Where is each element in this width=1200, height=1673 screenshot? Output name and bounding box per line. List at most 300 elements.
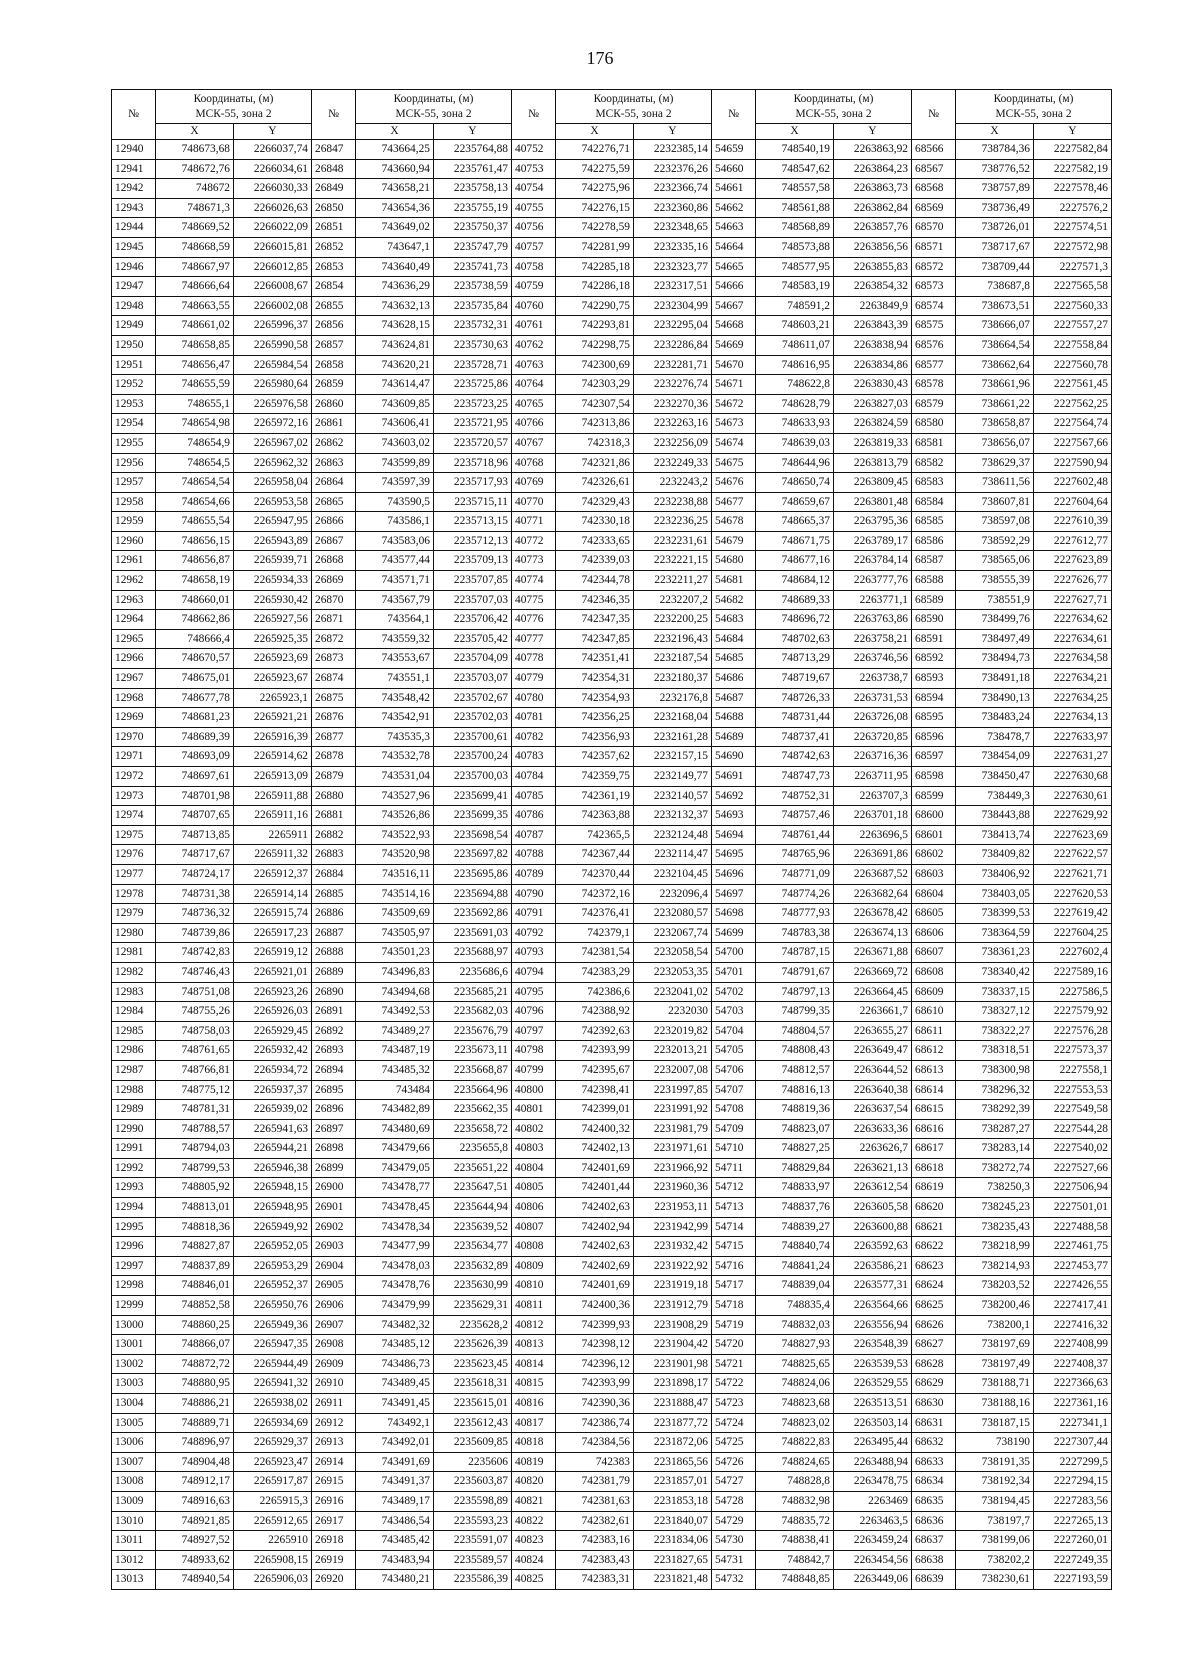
x-coordinate-cell: 748677,78 xyxy=(156,688,234,708)
y-coordinate-cell: 2263863,73 xyxy=(834,179,912,199)
point-number-cell: 12975 xyxy=(112,825,156,845)
y-coordinate-cell: 2235673,11 xyxy=(434,1041,512,1061)
y-coordinate-cell: 2232140,57 xyxy=(634,786,712,806)
x-coordinate-cell: 742393,99 xyxy=(556,1374,634,1394)
x-coordinate-cell: 742339,03 xyxy=(556,551,634,571)
y-coordinate-cell: 2235699,35 xyxy=(434,806,512,826)
x-coordinate-cell: 738399,53 xyxy=(956,904,1034,924)
y-coordinate-cell: 2227461,75 xyxy=(1034,1237,1112,1257)
point-number-cell: 40790 xyxy=(512,884,556,904)
x-coordinate-cell: 742307,54 xyxy=(556,394,634,414)
y-coordinate-cell: 2231901,98 xyxy=(634,1354,712,1374)
x-coordinate-cell: 748832,98 xyxy=(756,1491,834,1511)
x-coordinate-cell: 742356,93 xyxy=(556,727,634,747)
y-coordinate-cell: 2235697,82 xyxy=(434,845,512,865)
x-coordinate-cell: 748804,57 xyxy=(756,1021,834,1041)
point-number-cell: 26862 xyxy=(312,433,356,453)
x-coordinate-cell: 743658,21 xyxy=(356,179,434,199)
table-row xyxy=(112,1178,1112,1198)
point-number-cell: 26895 xyxy=(312,1080,356,1100)
table-row xyxy=(112,864,1112,884)
x-coordinate-cell: 748670,57 xyxy=(156,649,234,669)
y-coordinate-cell: 2235705,42 xyxy=(434,629,512,649)
x-coordinate-cell: 748746,43 xyxy=(156,962,234,982)
y-coordinate-cell: 2263687,52 xyxy=(834,864,912,884)
x-coordinate-cell: 742278,59 xyxy=(556,218,634,238)
x-coordinate-cell: 748684,12 xyxy=(756,571,834,591)
x-coordinate-cell: 748673,68 xyxy=(156,140,234,160)
y-coordinate-cell: 2263738,7 xyxy=(834,669,912,689)
x-coordinate-cell: 742359,75 xyxy=(556,767,634,787)
point-number-cell: 12987 xyxy=(112,1060,156,1080)
y-coordinate-cell: 2227604,25 xyxy=(1034,923,1112,943)
point-number-cell: 54695 xyxy=(712,845,756,865)
x-coordinate-cell: 743482,32 xyxy=(356,1315,434,1335)
table-row xyxy=(112,1531,1112,1551)
x-coordinate-cell: 748747,73 xyxy=(756,767,834,787)
point-number-cell: 68581 xyxy=(912,433,956,453)
point-number-cell: 12999 xyxy=(112,1296,156,1316)
y-coordinate-cell: 2263678,42 xyxy=(834,904,912,924)
x-coordinate-cell: 738300,98 xyxy=(956,1060,1034,1080)
y-coordinate-cell: 2235651,22 xyxy=(434,1158,512,1178)
y-coordinate-cell: 2227567,66 xyxy=(1034,433,1112,453)
point-number-cell: 40771 xyxy=(512,512,556,532)
y-coordinate-cell: 2232238,88 xyxy=(634,492,712,512)
point-number-cell: 68620 xyxy=(912,1198,956,1218)
y-coordinate-cell: 2265984,54 xyxy=(234,355,312,375)
y-coordinate-cell: 2231821,48 xyxy=(634,1570,712,1590)
y-coordinate-cell: 2235695,86 xyxy=(434,864,512,884)
point-number-cell: 26879 xyxy=(312,767,356,787)
y-coordinate-cell: 2235706,42 xyxy=(434,610,512,630)
x-coordinate-cell: 748713,85 xyxy=(156,825,234,845)
point-number-cell: 26854 xyxy=(312,277,356,297)
point-number-cell: 40822 xyxy=(512,1511,556,1531)
table-row xyxy=(112,610,1112,630)
table-row xyxy=(112,473,1112,493)
y-coordinate-cell: 2227574,51 xyxy=(1034,218,1112,238)
y-coordinate-cell: 2227361,16 xyxy=(1034,1394,1112,1414)
point-number-cell: 26880 xyxy=(312,786,356,806)
y-coordinate-cell: 2263849,9 xyxy=(834,296,912,316)
point-number-cell: 12980 xyxy=(112,923,156,943)
y-coordinate-cell: 2227602,48 xyxy=(1034,473,1112,493)
point-number-cell: 40803 xyxy=(512,1139,556,1159)
point-number-cell: 12981 xyxy=(112,943,156,963)
x-coordinate-cell: 742384,56 xyxy=(556,1433,634,1453)
point-number-cell: 40759 xyxy=(512,277,556,297)
x-coordinate-cell: 743583,06 xyxy=(356,531,434,551)
y-coordinate-cell: 2235728,71 xyxy=(434,355,512,375)
y-coordinate-cell: 2265917,23 xyxy=(234,923,312,943)
x-coordinate-cell: 743485,12 xyxy=(356,1335,434,1355)
point-number-cell: 26860 xyxy=(312,394,356,414)
table-row xyxy=(112,727,1112,747)
y-coordinate-cell: 2235634,77 xyxy=(434,1237,512,1257)
x-coordinate-cell: 743664,25 xyxy=(356,140,434,160)
point-number-cell: 68582 xyxy=(912,453,956,473)
point-number-cell: 40757 xyxy=(512,237,556,257)
x-coordinate-cell: 743480,69 xyxy=(356,1119,434,1139)
y-coordinate-cell: 2263661,7 xyxy=(834,1002,912,1022)
point-number-cell: 54729 xyxy=(712,1511,756,1531)
y-coordinate-cell: 2265930,42 xyxy=(234,590,312,610)
y-coordinate-cell: 2227544,28 xyxy=(1034,1119,1112,1139)
x-coordinate-cell: 742357,62 xyxy=(556,747,634,767)
x-coordinate-cell: 738717,67 xyxy=(956,237,1034,257)
point-number-cell: 54704 xyxy=(712,1021,756,1041)
table-row xyxy=(112,629,1112,649)
point-number-cell: 68592 xyxy=(912,649,956,669)
x-coordinate-cell: 742363,88 xyxy=(556,806,634,826)
table-row xyxy=(112,218,1112,238)
point-number-cell: 68631 xyxy=(912,1413,956,1433)
x-coordinate-cell: 748805,92 xyxy=(156,1178,234,1198)
y-coordinate-cell: 2265913,09 xyxy=(234,767,312,787)
point-number-cell: 12994 xyxy=(112,1198,156,1218)
x-coordinate-cell: 742393,99 xyxy=(556,1041,634,1061)
x-coordinate-cell: 742402,63 xyxy=(556,1198,634,1218)
y-coordinate-cell: 2235700,03 xyxy=(434,767,512,787)
point-number-cell: 40777 xyxy=(512,629,556,649)
x-coordinate-cell: 743487,19 xyxy=(356,1041,434,1061)
point-number-cell: 68636 xyxy=(912,1511,956,1531)
point-number-cell: 26867 xyxy=(312,531,356,551)
x-coordinate-cell: 748808,43 xyxy=(756,1041,834,1061)
x-coordinate-cell: 748668,59 xyxy=(156,237,234,257)
point-number-cell: 13004 xyxy=(112,1394,156,1414)
point-number-cell: 68634 xyxy=(912,1472,956,1492)
y-coordinate-cell: 2227604,64 xyxy=(1034,492,1112,512)
y-coordinate-cell: 2263824,59 xyxy=(834,414,912,434)
x-coordinate-cell: 748654,54 xyxy=(156,473,234,493)
x-coordinate-cell: 738191,35 xyxy=(956,1452,1034,1472)
y-coordinate-cell: 2232221,15 xyxy=(634,551,712,571)
point-number-cell: 26872 xyxy=(312,629,356,649)
x-coordinate-cell: 742388,92 xyxy=(556,1002,634,1022)
point-number-cell: 13001 xyxy=(112,1335,156,1355)
x-coordinate-cell: 748835,72 xyxy=(756,1511,834,1531)
x-coordinate-cell: 743532,78 xyxy=(356,747,434,767)
x-coordinate-cell: 742347,35 xyxy=(556,610,634,630)
y-coordinate-cell: 2263809,45 xyxy=(834,473,912,493)
point-number-cell: 68578 xyxy=(912,375,956,395)
point-number-cell: 12964 xyxy=(112,610,156,630)
point-number-cell: 68612 xyxy=(912,1041,956,1061)
y-coordinate-cell: 2231877,72 xyxy=(634,1413,712,1433)
y-coordinate-cell: 2227631,27 xyxy=(1034,747,1112,767)
table-row xyxy=(112,688,1112,708)
x-coordinate-cell: 738409,82 xyxy=(956,845,1034,865)
y-coordinate-cell: 2227558,84 xyxy=(1034,335,1112,355)
x-coordinate-cell: 742376,41 xyxy=(556,904,634,924)
x-coordinate-cell: 742401,44 xyxy=(556,1178,634,1198)
y-coordinate-cell: 2265911,88 xyxy=(234,786,312,806)
x-coordinate-cell: 738662,64 xyxy=(956,355,1034,375)
x-coordinate-cell: 748658,19 xyxy=(156,571,234,591)
y-coordinate-cell: 2266012,85 xyxy=(234,257,312,277)
x-coordinate-cell: 748775,12 xyxy=(156,1080,234,1100)
point-number-cell: 54667 xyxy=(712,296,756,316)
y-coordinate-cell: 2265949,36 xyxy=(234,1315,312,1335)
point-number-cell: 40796 xyxy=(512,1002,556,1022)
y-coordinate-cell: 2235662,35 xyxy=(434,1100,512,1120)
x-coordinate-cell: 742275,96 xyxy=(556,179,634,199)
header-coords-title: Координаты, (м) xyxy=(993,92,1074,105)
x-coordinate-cell: 748655,1 xyxy=(156,394,234,414)
x-coordinate-cell: 743492,1 xyxy=(356,1413,434,1433)
x-coordinate-cell: 748848,85 xyxy=(756,1570,834,1590)
header-x-label: X xyxy=(956,124,1034,140)
y-coordinate-cell: 2227571,3 xyxy=(1034,257,1112,277)
point-number-cell: 68638 xyxy=(912,1550,956,1570)
point-number-cell: 12960 xyxy=(112,531,156,551)
y-coordinate-cell: 2232304,99 xyxy=(634,296,712,316)
x-coordinate-cell: 748726,33 xyxy=(756,688,834,708)
point-number-cell: 68629 xyxy=(912,1374,956,1394)
point-number-cell: 68579 xyxy=(912,394,956,414)
x-coordinate-cell: 748622,8 xyxy=(756,375,834,395)
point-number-cell: 54715 xyxy=(712,1237,756,1257)
y-coordinate-cell: 2232030 xyxy=(634,1002,712,1022)
y-coordinate-cell: 2232096,4 xyxy=(634,884,712,904)
y-coordinate-cell: 2227621,71 xyxy=(1034,864,1112,884)
x-coordinate-cell: 748540,19 xyxy=(756,140,834,160)
point-number-cell: 40791 xyxy=(512,904,556,924)
y-coordinate-cell: 2265932,42 xyxy=(234,1041,312,1061)
point-number-cell: 26899 xyxy=(312,1158,356,1178)
point-number-cell: 26889 xyxy=(312,962,356,982)
point-number-cell: 40773 xyxy=(512,551,556,571)
y-coordinate-cell: 2263577,31 xyxy=(834,1276,912,1296)
table-row xyxy=(112,433,1112,453)
point-number-cell: 26868 xyxy=(312,551,356,571)
y-coordinate-cell: 2265923,1 xyxy=(234,688,312,708)
point-number-cell: 54710 xyxy=(712,1139,756,1159)
y-coordinate-cell: 2263682,64 xyxy=(834,884,912,904)
point-number-cell: 54707 xyxy=(712,1080,756,1100)
point-number-cell: 26903 xyxy=(312,1237,356,1257)
y-coordinate-cell: 2227634,13 xyxy=(1034,708,1112,728)
y-coordinate-cell: 2227527,66 xyxy=(1034,1158,1112,1178)
y-coordinate-cell: 2263746,56 xyxy=(834,649,912,669)
x-coordinate-cell: 742329,43 xyxy=(556,492,634,512)
point-number-cell: 12968 xyxy=(112,688,156,708)
point-number-cell: 40770 xyxy=(512,492,556,512)
x-coordinate-cell: 743492,01 xyxy=(356,1433,434,1453)
point-number-cell: 54689 xyxy=(712,727,756,747)
table-row xyxy=(112,531,1112,551)
x-coordinate-cell: 748736,32 xyxy=(156,904,234,924)
y-coordinate-cell: 2263621,13 xyxy=(834,1158,912,1178)
x-coordinate-cell: 742383,43 xyxy=(556,1550,634,1570)
point-number-cell: 26915 xyxy=(312,1472,356,1492)
point-number-cell: 68594 xyxy=(912,688,956,708)
point-number-cell: 12997 xyxy=(112,1256,156,1276)
table-row xyxy=(112,1433,1112,1453)
x-coordinate-cell: 742285,18 xyxy=(556,257,634,277)
x-coordinate-cell: 743628,15 xyxy=(356,316,434,336)
point-number-cell: 54665 xyxy=(712,257,756,277)
y-coordinate-cell: 2232124,48 xyxy=(634,825,712,845)
point-number-cell: 26886 xyxy=(312,904,356,924)
point-number-cell: 54674 xyxy=(712,433,756,453)
x-coordinate-cell: 742402,13 xyxy=(556,1139,634,1159)
header-coords-title: Координаты, (м) xyxy=(193,92,274,105)
point-number-cell: 68585 xyxy=(912,512,956,532)
table-row xyxy=(112,1413,1112,1433)
x-coordinate-cell: 743620,21 xyxy=(356,355,434,375)
y-coordinate-cell: 2263503,14 xyxy=(834,1413,912,1433)
y-coordinate-cell: 2263777,76 xyxy=(834,571,912,591)
header-number-label: № xyxy=(912,90,956,140)
x-coordinate-cell: 738202,2 xyxy=(956,1550,1034,1570)
x-coordinate-cell: 738292,39 xyxy=(956,1100,1034,1120)
x-coordinate-cell: 738666,07 xyxy=(956,316,1034,336)
point-number-cell: 68599 xyxy=(912,786,956,806)
y-coordinate-cell: 2265941,63 xyxy=(234,1119,312,1139)
y-coordinate-cell: 2266015,81 xyxy=(234,237,312,257)
x-coordinate-cell: 748860,25 xyxy=(156,1315,234,1335)
y-coordinate-cell: 2227558,1 xyxy=(1034,1060,1112,1080)
point-number-cell: 54720 xyxy=(712,1335,756,1355)
point-number-cell: 54666 xyxy=(712,277,756,297)
y-coordinate-cell: 2232180,37 xyxy=(634,669,712,689)
y-coordinate-cell: 2232243,2 xyxy=(634,473,712,493)
y-coordinate-cell: 2227408,37 xyxy=(1034,1354,1112,1374)
point-number-cell: 12985 xyxy=(112,1021,156,1041)
point-number-cell: 54677 xyxy=(712,492,756,512)
y-coordinate-cell: 2235758,13 xyxy=(434,179,512,199)
point-number-cell: 40823 xyxy=(512,1531,556,1551)
y-coordinate-cell: 2232132,37 xyxy=(634,806,712,826)
y-coordinate-cell: 2227283,56 xyxy=(1034,1491,1112,1511)
y-coordinate-cell: 2235629,31 xyxy=(434,1296,512,1316)
y-coordinate-cell: 2232366,74 xyxy=(634,179,712,199)
x-coordinate-cell: 743491,69 xyxy=(356,1452,434,1472)
point-number-cell: 54672 xyxy=(712,394,756,414)
x-coordinate-cell: 748818,36 xyxy=(156,1217,234,1237)
point-number-cell: 26905 xyxy=(312,1276,356,1296)
y-coordinate-cell: 2263637,54 xyxy=(834,1100,912,1120)
header-coordinates-label xyxy=(356,90,512,124)
point-number-cell: 40806 xyxy=(512,1198,556,1218)
point-number-cell: 54675 xyxy=(712,453,756,473)
point-number-cell: 12947 xyxy=(112,277,156,297)
x-coordinate-cell: 748889,71 xyxy=(156,1413,234,1433)
point-number-cell: 40813 xyxy=(512,1335,556,1355)
y-coordinate-cell: 2232256,09 xyxy=(634,433,712,453)
y-coordinate-cell: 2263784,14 xyxy=(834,551,912,571)
table-row xyxy=(112,1491,1112,1511)
x-coordinate-cell: 738478,7 xyxy=(956,727,1034,747)
point-number-cell: 68603 xyxy=(912,864,956,884)
header-number-label: № xyxy=(112,90,156,140)
point-number-cell: 12986 xyxy=(112,1041,156,1061)
x-coordinate-cell: 748840,74 xyxy=(756,1237,834,1257)
y-coordinate-cell: 2265923,67 xyxy=(234,669,312,689)
point-number-cell: 68575 xyxy=(912,316,956,336)
point-number-cell: 26896 xyxy=(312,1100,356,1120)
point-number-cell: 12973 xyxy=(112,786,156,806)
x-coordinate-cell: 738664,54 xyxy=(956,335,1034,355)
point-number-cell: 12954 xyxy=(112,414,156,434)
point-number-cell: 40800 xyxy=(512,1080,556,1100)
point-number-cell: 40811 xyxy=(512,1296,556,1316)
point-number-cell: 26909 xyxy=(312,1354,356,1374)
x-coordinate-cell: 748654,5 xyxy=(156,453,234,473)
x-coordinate-cell: 742383,31 xyxy=(556,1570,634,1590)
table-row xyxy=(112,179,1112,199)
y-coordinate-cell: 2235703,07 xyxy=(434,669,512,689)
y-coordinate-cell: 2231908,29 xyxy=(634,1315,712,1335)
x-coordinate-cell: 748781,31 xyxy=(156,1100,234,1120)
x-coordinate-cell: 738658,87 xyxy=(956,414,1034,434)
table-row xyxy=(112,845,1112,865)
table-row xyxy=(112,1198,1112,1218)
table-row xyxy=(112,1296,1112,1316)
x-coordinate-cell: 738188,16 xyxy=(956,1394,1034,1414)
y-coordinate-cell: 2227573,37 xyxy=(1034,1041,1112,1061)
y-coordinate-cell: 2232207,2 xyxy=(634,590,712,610)
y-coordinate-cell: 2265952,37 xyxy=(234,1276,312,1296)
point-number-cell: 54684 xyxy=(712,629,756,649)
x-coordinate-cell: 738413,74 xyxy=(956,825,1034,845)
y-coordinate-cell: 2227619,42 xyxy=(1034,904,1112,924)
point-number-cell: 68569 xyxy=(912,198,956,218)
x-coordinate-cell: 748823,02 xyxy=(756,1413,834,1433)
y-coordinate-cell: 2231919,18 xyxy=(634,1276,712,1296)
x-coordinate-cell: 743564,1 xyxy=(356,610,434,630)
x-coordinate-cell: 748701,98 xyxy=(156,786,234,806)
y-coordinate-cell: 2232168,04 xyxy=(634,708,712,728)
point-number-cell: 26850 xyxy=(312,198,356,218)
y-coordinate-cell: 2263856,56 xyxy=(834,237,912,257)
y-coordinate-cell: 2235668,87 xyxy=(434,1060,512,1080)
y-coordinate-cell: 2231981,79 xyxy=(634,1119,712,1139)
x-coordinate-cell: 742400,36 xyxy=(556,1296,634,1316)
y-coordinate-cell: 2265939,02 xyxy=(234,1100,312,1120)
y-coordinate-cell: 2235639,52 xyxy=(434,1217,512,1237)
x-coordinate-cell: 743509,69 xyxy=(356,904,434,924)
x-coordinate-cell: 738327,12 xyxy=(956,1002,1034,1022)
y-coordinate-cell: 2227557,27 xyxy=(1034,316,1112,336)
y-coordinate-cell: 2232080,57 xyxy=(634,904,712,924)
x-coordinate-cell: 743647,1 xyxy=(356,237,434,257)
x-coordinate-cell: 743527,96 xyxy=(356,786,434,806)
header-x-label: X xyxy=(556,124,634,140)
point-number-cell: 40753 xyxy=(512,159,556,179)
point-number-cell: 12950 xyxy=(112,335,156,355)
x-coordinate-cell: 738245,23 xyxy=(956,1198,1034,1218)
y-coordinate-cell: 2265976,58 xyxy=(234,394,312,414)
x-coordinate-cell: 742386,6 xyxy=(556,982,634,1002)
header-coordinates-label xyxy=(956,90,1112,124)
y-coordinate-cell: 2235699,41 xyxy=(434,786,512,806)
point-number-cell: 54730 xyxy=(712,1531,756,1551)
y-coordinate-cell: 2235676,79 xyxy=(434,1021,512,1041)
point-number-cell: 12972 xyxy=(112,767,156,787)
x-coordinate-cell: 748839,27 xyxy=(756,1217,834,1237)
y-coordinate-cell: 2231991,92 xyxy=(634,1100,712,1120)
y-coordinate-cell: 2227634,25 xyxy=(1034,688,1112,708)
x-coordinate-cell: 743603,02 xyxy=(356,433,434,453)
point-number-cell: 12963 xyxy=(112,590,156,610)
x-coordinate-cell: 738611,56 xyxy=(956,473,1034,493)
point-number-cell: 26910 xyxy=(312,1374,356,1394)
point-number-cell: 26918 xyxy=(312,1531,356,1551)
